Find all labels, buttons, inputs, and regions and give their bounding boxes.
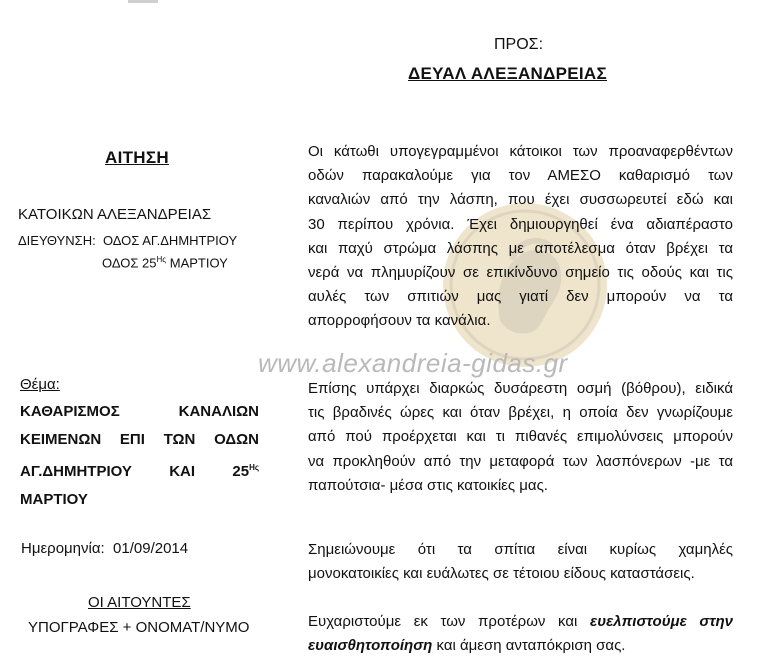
top-edge-mark: [128, 0, 158, 3]
paragraph-1-line: αυλές των σπιτιών μας γιατί δεν μπορούν να τα: [308, 288, 733, 306]
awareness-emphasis: ευαισθητοποίηση: [308, 637, 433, 655]
address-line-1: [18, 233, 237, 248]
address-line-2: [102, 255, 228, 270]
recipient-name: ΔΕΥΑΛ ΑΛΕΞΑΝΔΡΕΙΑΣ: [408, 64, 608, 83]
paragraph-1-line: οδών παρακαλούμε για τον ΑΜΕΣΟ καθαρισμό των: [308, 167, 733, 185]
to-label: ΠΡΟΣ:: [494, 36, 544, 53]
paragraph-1-line: και παχύ στρώμα λάσπης με αποτέλεσμα όταν βρέχει τα: [308, 239, 733, 257]
paragraph-1-line: απορροφήσουν τα κανάλια.: [308, 312, 491, 330]
document-title: ΑΙΤΗΣΗ: [105, 148, 169, 167]
paragraph-4-line-2: [308, 634, 733, 658]
subject-line-3: [20, 454, 259, 486]
subject-line-3-text: ΑΓ.ΔΗΜΗΤΡΙΟΥ ΚΑΙ 25: [20, 463, 250, 480]
paragraph-1-line: καναλιών από την λάσπη, που έχει συσσωρευτεί εδώ και: [308, 191, 733, 209]
subject-sup: Ης: [249, 463, 259, 472]
paragraph-1-line: Οι κάτωθι υπογεγραμμένοι κάτοικοι των προαναφερθέντων: [308, 143, 733, 160]
signers-subtitle: ΥΠΟΓΡΑΦΕΣ + ΟΝΟΜΑΤ/ΝΥΜΟ: [28, 619, 250, 636]
paragraph-4-line-1: [308, 610, 733, 634]
thanks-text: Ευχαριστούμε εκ των προτέρων και: [308, 613, 578, 630]
paragraph-2-line: από πού προέρχεται και τι πιθανές επιμολύνσεις μπορούν: [308, 428, 733, 446]
residents-line: ΚΑΤΟΙΚΩΝ ΑΛΕΞΑΝΔΡΕΙΑΣ: [18, 206, 212, 223]
paragraph-3-line: Σημειώνουμε ότι τα σπίτια είναι κυρίως χαμηλές: [308, 541, 733, 558]
watermark-url: www.alexandreia-gidas.gr: [258, 348, 568, 378]
date-line: [21, 540, 188, 557]
paragraph-2-line: να προκληθούν από την μεταφορά των λασπόνερων -με τα: [308, 452, 733, 470]
paragraph-3-line: μονοκατοικίες και ευάλωτες σε τέτοιου είδους καταστάσεις.: [308, 565, 695, 583]
address-street-1: ΟΔΟΣ ΑΓ.ΔΗΜΗΤΡΙΟΥ: [102, 233, 238, 248]
subject-label: Θέμα:: [20, 376, 60, 393]
subject-text: [20, 398, 259, 514]
subject-line-2: ΚΕΙΜΕΝΩΝ ΕΠΙ ΤΩΝ ΟΔΩΝ: [20, 431, 259, 448]
paragraph-3: [308, 538, 733, 586]
paragraph-2-line: Επίσης υπάρχει διαρκώς δυσάρεστη οσμή (βόθρου), ειδικά: [308, 380, 733, 397]
address-street-2-sup: Ης: [156, 255, 167, 264]
paragraph-1-line: 30 περίπου χρόνια. Έχει δημιουργηθεί ένα αδιαπέραστο: [308, 215, 733, 233]
paragraph-4: [308, 610, 733, 658]
subject-line-1: ΚΑΘΑΡΙΣΜΟΣ ΚΑΝΑΛΙΩΝ: [20, 403, 259, 420]
paragraph-1-line: νερά να πλημυρίζουν σε επικίνδυνο σημείο τις οδούς και τις: [308, 263, 733, 281]
address-street-2-prefix: ΟΔΟΣ 25: [102, 255, 157, 271]
address-street-2-suffix: ΜΑΡΤΙΟΥ: [169, 255, 228, 271]
signers-title: ΟΙ ΑΙΤΟΥΝΤΕΣ: [88, 594, 191, 611]
paragraph-2-line: παπούτσια- μέσα στις κατοικίες μας.: [308, 476, 548, 494]
address-label: ΔΙΕΥΘΥΝΣΗ:: [18, 233, 96, 248]
hope-emphasis: ευελπιστούμε στην: [590, 613, 734, 630]
date-value: 01/09/2014: [113, 540, 189, 557]
subject-line-4: ΜΑΡΤΙΟΥ: [20, 491, 88, 508]
paragraph-2: [308, 377, 733, 498]
paragraph-1: [308, 140, 733, 334]
response-text: και άμεση ανταπόκριση σας.: [436, 637, 626, 655]
date-label: Ημερομηνία:: [21, 540, 105, 557]
paragraph-2-line: τις βραδινές ώρες και όταν βρέχει, η οποία δεν γνωρίζουμε: [308, 404, 733, 422]
